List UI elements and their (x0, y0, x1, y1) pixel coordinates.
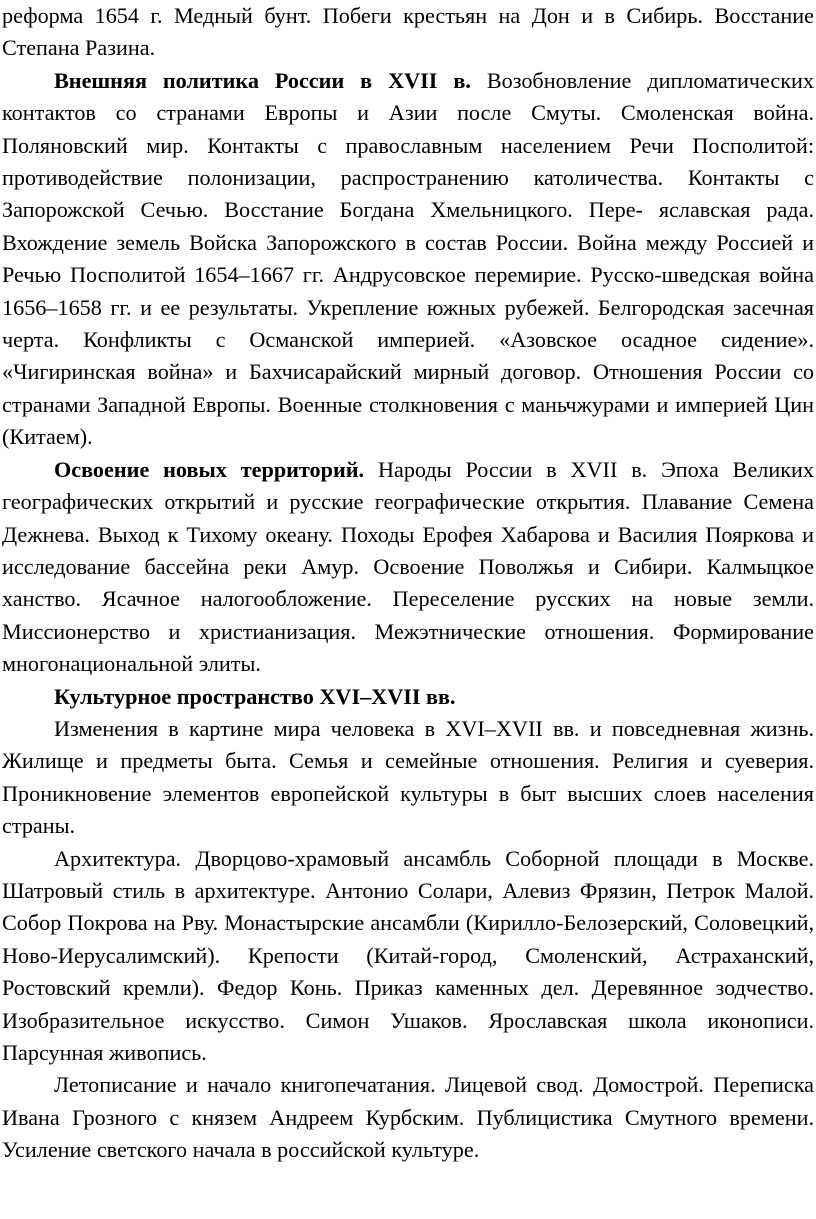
document-page (2, 0, 814, 1167)
section-heading-foreign-policy: Внешняя политика России в XVII в. (54, 67, 471, 93)
paragraph-chronicles (2, 1069, 814, 1166)
paragraph-peasant-uprisings (2, 0, 814, 65)
paragraph-foreign-policy (2, 65, 814, 454)
paragraph-everyday-life (2, 713, 814, 843)
section-heading-culture: Культурное пространство XVI–XVII вв. (54, 683, 456, 709)
paragraph-new-territories (2, 454, 814, 681)
paragraph-architecture (2, 843, 814, 1070)
paragraph-text: Архитектура. Дворцово-храмовый ансамбль Соборной площади в Москве. Шатровый стиль в архитектуре. Антонио Солари, Алевиз Фрязин, Петрок Малой. Собор Покрова на Рву. Монастырские ансамбли (Кирилло-Белозерский, Соловецкий, Ново-Иерусалимский). Крепости (Китай-город, Смоленский, Астраханский, Ростовский кремли). Федор Конь. Приказ каменных дел. Деревянное зодчество. Изобразительное искусство. Симон Ушаков. Ярославская школа иконописи. Парсунная живопись. (2, 845, 814, 1065)
section-heading-new-territories: Освоение новых территорий. (54, 456, 365, 482)
paragraph-text: Летописание и начало книгопечатания. Лицевой свод. Домострой. Переписка Ивана Грозного с князем Андреем Курбским. Публицистика Смутного времени. Усиление светского начала в российской культуре. (2, 1072, 814, 1163)
paragraph-text: Народы России в XVII в. Эпоха Великих географических открытий и русские географические открытия. Плавание Семена Дежнева. Выход к Тихому океану. Походы Ерофея Хабарова и Василия Пояркова и исследование бассейна реки Амур. Освоение Поволжья и Сибири. Калмыцкое ханство. Ясачное налогообложение. Переселение русских на новые земли. Миссионерство и христианизация. Межэтнические отношения. Формирование многонациональной элиты. (2, 456, 814, 677)
paragraph-text: реформа 1654 г. Медный бунт. Побеги крестьян на Дон и в Сибирь. Восстание Степана Разина. (2, 3, 814, 61)
paragraph-culture-heading (2, 681, 814, 713)
paragraph-text: Изменения в картине мира человека в XVI–XVII вв. и повседневная жизнь. Жилище и предметы быта. Семья и семейные отношения. Религия и суеверия. Проникновение элементов европейской культуры в быт высших слоев населения страны. (2, 715, 814, 839)
paragraph-text: Возобновление дипломатических контактов со странами Европы и Азии после Смуты. Смоленская война. Поляновский мир. Контакты с православным населением Речи Посполитой: противодействие полонизации, распространению католичества. Контакты с Запорожской Сечью. Восстание Богдана Хмельницкого. Пере- яславская рада. Вхождение земель Войска Запорожского в состав России. Война между Россией и Речью Посполитой 1654–1667 гг. Андрусовское перемирие. Русско-шведская война 1656–1658 гг. и ее результаты. Укрепление южных рубежей. Белгородская засечная черта. Конфликты с Османской империей. «Азовское осадное сидение». «Чигиринская война» и Бахчисарайский мирный договор. Отношения России со странами Западной Европы. Военные столкновения с маньчжурами и империей Цин (Китаем). (2, 67, 814, 450)
